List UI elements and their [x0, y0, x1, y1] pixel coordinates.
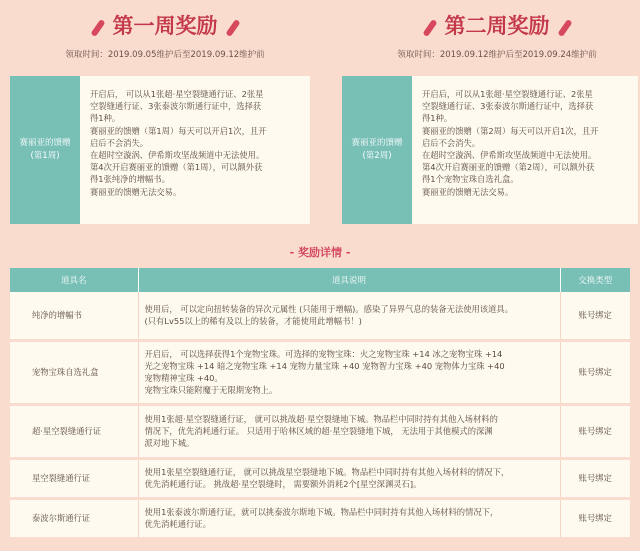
item-desc-line: 使用后， 可以定向扭转装备的异次元属性 (只能用于增幅)。感染了异界气息的装备无法使用该道具。 [144, 304, 514, 315]
week1-line: 赛丽亚的馈赠无法交易。 [90, 186, 182, 197]
pill-deco-icon [557, 18, 572, 36]
week1-line: 空裂缝通行证、3张泰波尔斯通行证中，选择获 [90, 101, 262, 112]
table-row [10, 292, 630, 340]
item-desc-line: 开启后， 可以选择获得1个宠物宝珠。可选择的宠物宝珠：火之宠物宝珠 +14 冰之宠物宝珠 +14 [144, 348, 503, 359]
week2-line: 赛丽亚的馈赠（第2周）每天可以开启1次，且开 [422, 125, 599, 136]
week2-card-body [412, 76, 638, 224]
exchange-type: 账号绑定 [560, 498, 630, 538]
item-desc [138, 340, 560, 404]
item-desc-line: 宠物精神宝珠 +40。 [144, 373, 223, 383]
header-item-desc: 道具说明 [138, 268, 560, 292]
item-name: 超·星空裂缝通行证 [10, 404, 138, 458]
item-name: 纯净的增幅书 [10, 292, 138, 340]
item-desc [138, 498, 560, 538]
week2-period: 领取时间：2019.09.12维护后至2019.09.24维护前 [397, 50, 597, 60]
week2-line: 启后不会消失。 [422, 137, 481, 148]
exchange-type: 账号绑定 [560, 458, 630, 498]
item-desc [138, 292, 560, 340]
pill-deco-icon [422, 18, 437, 36]
week2-line: 空裂缝通行证、3张泰波尔斯通行证中，选择获 [422, 101, 594, 112]
week2-title: 第二周奖励 [444, 13, 550, 38]
week2-card-label [342, 76, 412, 224]
week1-line: 启后不会消失。 [90, 137, 149, 148]
details-header-row [10, 268, 630, 292]
table-row [10, 458, 630, 498]
week2-card [342, 76, 638, 224]
header-item-name: 道具名 [10, 268, 138, 292]
week2-line: 得1个宠物宝珠自选礼盒。 [422, 174, 519, 185]
week1-line: 赛丽亚的馈赠（第1周）每天可以开启1次，且开 [90, 125, 267, 136]
week2-line: 开启后，可以从1张超·星空裂缝通行证、2张星 [422, 89, 593, 99]
week1-card-label [10, 76, 80, 224]
item-name: 宠物宝珠自选礼盒 [10, 340, 138, 404]
week1-line: 得1张纯净的增幅书。 [90, 174, 170, 185]
week1-card [10, 76, 310, 224]
table-row [10, 340, 630, 404]
week2-line: 第4次开启赛丽亚的馈赠（第2周），可以额外获 [422, 162, 595, 173]
week2-line: 赛丽亚的馈赠无法交易。 [422, 186, 514, 197]
week1-label-line: 赛丽亚的馈赠 [19, 138, 71, 148]
week2-line: 在超时空漩涡、伊希斯攻坚战频道中无法使用。 [422, 150, 597, 161]
item-desc-line: 光之宠物宝珠 +14 暗之宠物宝珠 +14 宠物力量宝珠 +40 宠物智力宝珠 +40 宠物体力宝珠 +40 [144, 360, 505, 371]
details-section-title: - 奖励详情 - [289, 246, 351, 259]
item-desc-line: 优先消耗通行证。 挑战超·星空裂缝时， 需要额外消耗2个[星空深渊灵石]。 [144, 479, 422, 489]
item-desc-line: 宠物宝珠只能附魔于无限期宠物上。 [144, 385, 278, 396]
week2-title-row [342, 12, 640, 40]
week1-card-body [80, 76, 310, 224]
item-desc-line: 使用1张星空裂缝通行证， 就可以挑战星空裂缝地下城。物品栏中同时持有其他入场材料的情况下， [144, 466, 510, 477]
week1-panel [10, 0, 320, 197]
item-desc [138, 404, 560, 458]
item-desc [138, 458, 560, 498]
week2-label-line: 赛丽亚的馈赠 [351, 138, 403, 148]
pill-deco-icon [90, 18, 105, 36]
week1-title-row [10, 12, 320, 40]
exchange-type: 账号绑定 [560, 292, 630, 340]
week1-line: 得1种。 [90, 113, 121, 124]
table-row [10, 498, 630, 538]
week1-line: 在超时空漩涡、伊希斯攻坚战频道中无法使用。 [90, 150, 265, 161]
table-row [10, 404, 630, 458]
item-desc-line: 使用1张超·星空裂缝通行证， 就可以挑战超·星空裂缝地下城。物品栏中同时持有其他入场材料的 [144, 413, 498, 424]
details-table [10, 268, 630, 540]
item-name: 星空裂缝通行证 [10, 458, 138, 498]
pill-deco-icon [225, 18, 240, 36]
week2-line: 得1种。 [422, 113, 453, 124]
exchange-type: 账号绑定 [560, 404, 630, 458]
item-desc-line: 派对地下城。 [144, 438, 195, 449]
item-desc-line: 使用1张泰波尔斯通行证，就可以挑泰波尔斯地下城。物品栏中同时持有其他入场材料的情况下， [144, 506, 499, 517]
week1-line: 开启后， 可以从1张超·星空裂缝通行证、2张星 [90, 89, 264, 99]
item-desc-line: 情况下，优先消耗通行证。 只适用于哈林区域的超·星空裂缝地下城， 无法用于其他模式的深渊 [144, 425, 493, 436]
week1-label-line: (第1周) [30, 151, 60, 161]
week1-period: 领取时间：2019.09.05维护后至2019.09.12维护前 [65, 50, 265, 60]
week1-line: 第4次开启赛丽亚的馈赠（第1周），可以额外获 [90, 162, 263, 173]
item-name: 泰波尔斯通行证 [10, 498, 138, 538]
exchange-type: 账号绑定 [560, 340, 630, 404]
header-exchange-type: 交换类型 [560, 268, 630, 292]
item-desc-line: 优先消耗通行证。 [144, 519, 211, 529]
item-desc-line: (只有Lv55以上的稀有及以上的装备，才能使用此增幅书！) [144, 316, 362, 327]
week2-label-line: (第2周) [362, 151, 392, 161]
week2-panel [342, 0, 640, 197]
week1-title: 第一周奖励 [112, 13, 218, 38]
